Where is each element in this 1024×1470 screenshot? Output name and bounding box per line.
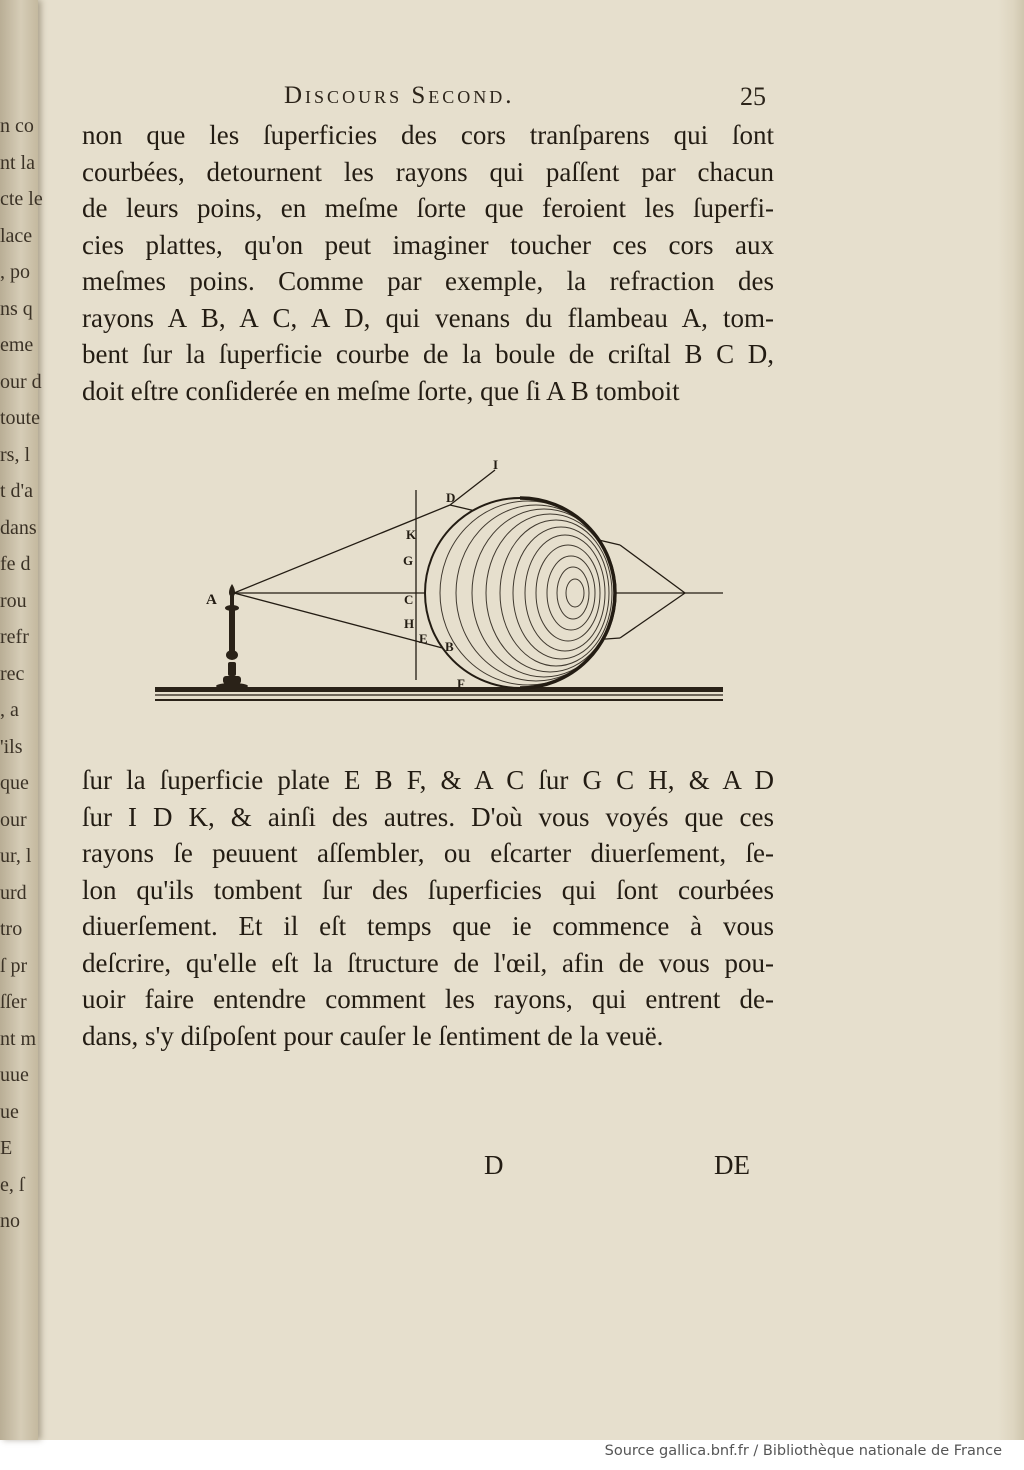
figure-label-c: C — [404, 592, 414, 607]
previous-page-fragment: ur, l — [0, 845, 32, 867]
previous-page-fragment: no — [0, 1210, 20, 1232]
previous-page-fragment: ue — [0, 1100, 19, 1123]
previous-page-fragment: rs, l — [0, 443, 30, 466]
previous-page-fragment: e, ſ — [0, 1173, 25, 1196]
previous-page-fragment: fe d — [0, 553, 31, 575]
figure-label-f: F — [457, 676, 465, 691]
source-line: Source gallica.bnf.fr / Bibliothèque nationale de France — [604, 1443, 1002, 1459]
text-block-bottom — [82, 762, 774, 1054]
previous-page-fragment: refr — [0, 626, 29, 648]
previous-page-fragment: cte le — [0, 188, 43, 210]
ray-ab — [234, 593, 450, 650]
text-top-line: courbées, detournent les rayons qui paſſent par chacun — [82, 156, 774, 187]
text-bottom-line: ſur I D K, & ainſi des autres. D'où vous voyés que ces — [82, 801, 774, 832]
previous-page-fragment: ſ pr — [0, 954, 28, 977]
previous-page-fragment: n co — [0, 115, 34, 137]
previous-page-fragment: 'ils — [0, 735, 23, 758]
refraction-figure — [150, 450, 740, 720]
previous-page-fragment: t d'a — [0, 480, 34, 502]
text-top-line: bent ſur la ſuperficie courbe de la boule de criſtal B C D, — [82, 339, 774, 369]
page-edge-shadow — [998, 0, 1024, 1440]
ray-ad — [234, 505, 450, 593]
text-top-line: doit eſtre conſiderée en meſme ſorte, que ſi A B tomboit — [82, 375, 680, 406]
tangent-id — [450, 470, 495, 505]
previous-page-fragment: nt m — [0, 1027, 37, 1050]
page-number: 25 — [740, 82, 766, 111]
ray-d-exit — [620, 545, 685, 593]
text-top-line: cies plattes, qu'on peut imaginer toucher ces cors aux — [82, 229, 774, 260]
figure-label-b: B — [445, 639, 454, 654]
figure-label-k: K — [406, 527, 417, 542]
previous-page-fragment: lace — [0, 224, 33, 247]
previous-page-fragment: que — [0, 772, 29, 794]
text-bottom-line: deſcrire, qu'elle eſt la ſtructure de l'œil, afin de vous pou- — [82, 947, 774, 978]
text-bottom-line: dans, s'y diſpoſent pour cauſer le ſentiment de la veuë. — [82, 1020, 664, 1051]
text-bottom-line: lon qu'ils tombent ſur des ſuperficies qui ſont courbées — [82, 874, 774, 905]
text-bottom-line: ſur la ſuperficie plate E B F, & A C ſur G C H, & A D — [82, 765, 774, 795]
previous-page-fragment: , a — [0, 699, 19, 721]
previous-page-fragment: rou — [0, 589, 27, 612]
text-bottom-line: rayons ſe peuuent aſſembler, ou eſcarter diuerſement, ſe- — [82, 838, 774, 868]
text-bottom-line: uoir faire entendre comment les rayons, qui entrent de- — [82, 984, 774, 1014]
previous-page-fragment: nt la — [0, 151, 35, 174]
figure-label-i: I — [493, 457, 499, 472]
candle-icon — [216, 584, 248, 689]
signature-mark: D — [484, 1150, 504, 1180]
text-block-top — [82, 117, 774, 409]
figure-label-g: G — [403, 553, 414, 568]
previous-page-fragment: ns q — [0, 297, 33, 320]
text-top-line: non que les ſuperficies des cors tranſparens qui ſont — [82, 120, 774, 150]
figure-label-a: A — [206, 592, 217, 608]
previous-page-fragment: eme — [0, 334, 34, 356]
figure-label-e: E — [419, 631, 428, 646]
text-top-line: meſmes poins. Comme par exemple, la refraction des — [82, 266, 774, 296]
previous-page-fragment: dans — [0, 516, 37, 539]
previous-page-fragment: , po — [0, 261, 30, 283]
text-top-line: rayons A B, A C, A D, qui venans du flambeau A, tom- — [82, 302, 774, 333]
previous-page-fragment: toute — [0, 407, 40, 429]
previous-page-edge — [0, 0, 43, 1440]
crystal-sphere — [425, 498, 616, 688]
previous-page-fragment: rec — [0, 662, 25, 685]
previous-page-fragment: uue — [0, 1064, 29, 1086]
figure-label-h: H — [404, 616, 415, 631]
previous-page-fragment: E — [0, 1137, 13, 1159]
ray-b-exit — [620, 593, 685, 638]
figure-label-d: D — [446, 490, 456, 505]
previous-page-fragment: our d — [0, 370, 42, 393]
text-top-line: de leurs poins, en meſme ſorte que feroient les ſuperfi- — [82, 193, 774, 223]
previous-page-fragment: our — [0, 808, 27, 831]
previous-page-fragment: urd — [0, 881, 27, 904]
catchword: DE — [714, 1150, 750, 1180]
previous-page-fragment: tro — [0, 918, 23, 940]
previous-page-fragment: ſſer — [0, 991, 27, 1013]
text-bottom-line: diuerſement. Et il eſt temps que ie commence à vous — [82, 911, 774, 941]
running-head: Discours Second. — [284, 82, 515, 109]
